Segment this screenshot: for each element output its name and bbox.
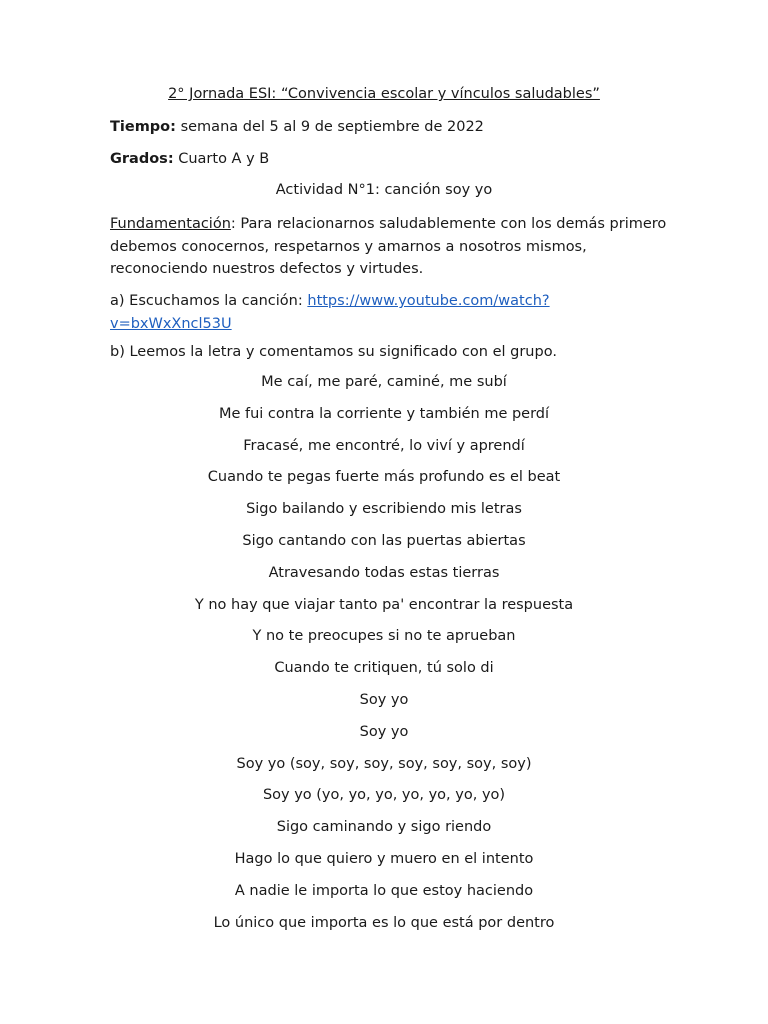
lyric-line: Sigo bailando y escribiendo mis letras <box>246 501 522 518</box>
fundamentacion-paragraph: Fundamentación: Para relacionarnos saludablemente con los demás primero debemos conocernos, respetarnos y amarnos a nosotros mismos, reconociendo nuestros defectos y virtudes. <box>110 216 667 277</box>
lyric-line: A nadie le importa lo que estoy haciendo <box>234 882 534 899</box>
lyrics-block <box>0 374 768 946</box>
page-title <box>0 86 768 102</box>
lyric-line: Y no hay que viajar tanto pa' encontrar la respuesta <box>194 596 574 613</box>
youtube-link-line1: https://www.youtube.com/watch? <box>307 293 550 309</box>
grados-line: Grados: Cuarto A y B <box>110 151 270 167</box>
lyric-line: Sigo cantando con las puertas abiertas <box>242 532 526 549</box>
lyric-line: Atravesando todas estas tierras <box>268 564 500 581</box>
lyric-line: Sigo caminando y sigo riendo <box>276 819 492 836</box>
step-a <box>110 290 670 335</box>
tiempo-label: Tiempo <box>110 119 171 135</box>
step-b: b) Leemos la letra y comentamos su significado con el grupo. <box>110 344 557 360</box>
fundamentacion-label: Fundamentación <box>110 216 231 232</box>
fundamentacion-text: Para relacionarnos saludablemente con los demás primero debemos conocernos, respetarnos y amarnos a nosotros mismos, reconociendo nuestros defectos y virtudes. <box>110 216 667 277</box>
lyric-line: Soy yo <box>359 723 409 740</box>
grados-value: Cuarto A y B <box>178 151 270 167</box>
lyric-line: Soy yo (yo, yo, yo, yo, yo, yo, yo) <box>262 787 506 804</box>
lyric-line: Fracasé, me encontré, lo viví y aprendí <box>243 437 525 454</box>
lyric-line: Y no te preocupes si no te aprueban <box>252 628 516 645</box>
lyric-line: Cuando te pegas fuerte más profundo es el beat <box>207 469 561 486</box>
lyric-line: Soy yo <box>359 691 409 708</box>
title-underlined: “Convivencia escolar y vínculos saludables” <box>280 86 600 102</box>
lyric-line: Hago lo que quiero y muero en el intento <box>234 850 534 867</box>
lyric-line: Me fui contra la corriente y también me perdí <box>218 405 550 422</box>
grados-label: Grados <box>110 151 168 167</box>
actividad-heading: Actividad N°1: canción soy yo <box>275 182 493 198</box>
youtube-link-line2: v=bxWxXncl53U <box>110 315 232 332</box>
lyric-line: Soy yo (soy, soy, soy, soy, soy, soy, soy) <box>236 755 532 772</box>
lyric-line: Lo único que importa es lo que está por dentro <box>213 914 555 931</box>
lyric-line: Me caí, me paré, caminé, me subí <box>261 374 507 390</box>
lyric-line: Cuando te critiquen, tú solo di <box>274 660 494 677</box>
step-a-text: a) Escuchamos la canción: <box>110 293 303 309</box>
title-prefix: 2° Jornada ESI: <box>168 86 281 102</box>
tiempo-line: Tiempo: semana del 5 al 9 de septiembre de 2022 <box>110 119 484 135</box>
tiempo-value: semana del 5 al 9 de septiembre de 2022 <box>180 119 484 135</box>
